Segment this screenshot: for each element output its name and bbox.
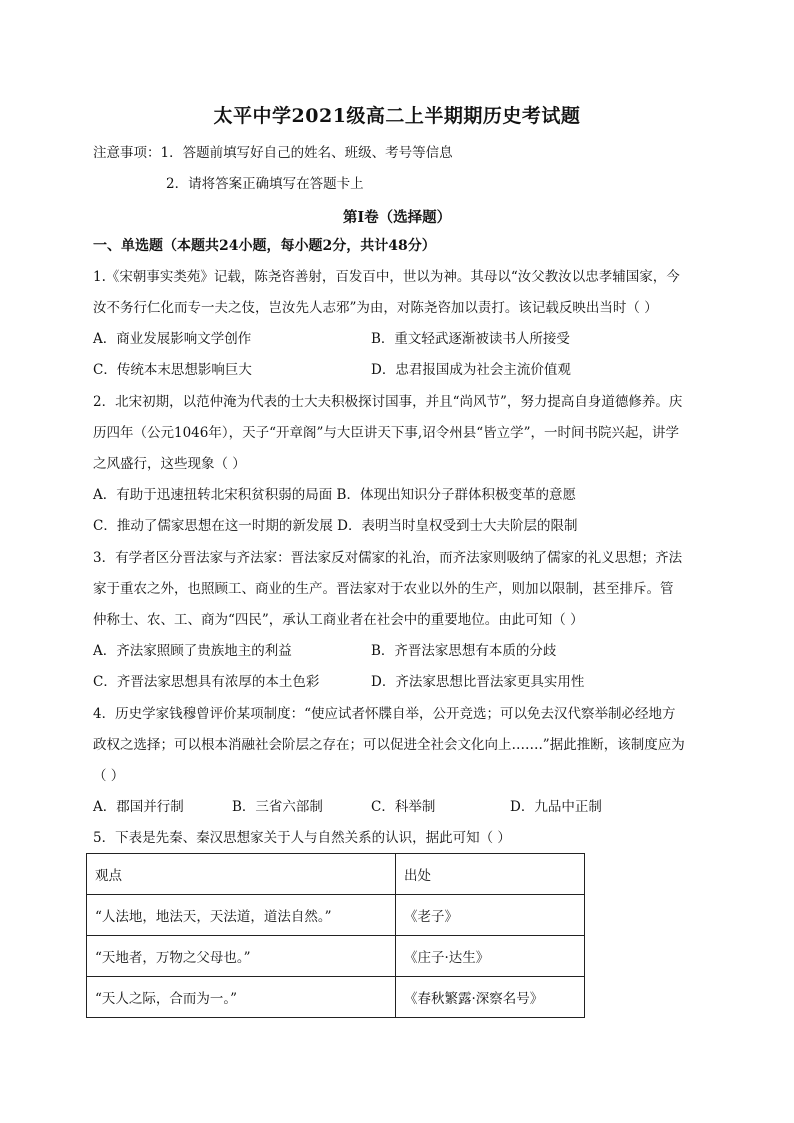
- q2-options-cd: C．推动了儒家思想在这一时期的新发展 D．表明当时皇权受到士大夫阶层的限制: [93, 518, 578, 534]
- table-header-cell: 观点: [87, 854, 396, 895]
- table-cell: 《春秋繁露·深察名号》: [396, 977, 585, 1018]
- q3-stem-line-3: 仲称士、农、工、商为“四民”，承认工商业者在社会中的重要地位。由此可知（ ）: [93, 612, 584, 628]
- q1-option-d: D．忠君报国成为社会主流价值观: [371, 362, 571, 378]
- table-header-cell: 出处: [396, 854, 585, 895]
- q3-option-b: B．齐晋法家思想有本质的分歧: [371, 643, 557, 659]
- table-cell: 《老子》: [396, 895, 585, 936]
- q4-option-d: D．九品中正制: [510, 799, 602, 815]
- notes-line-1: 注意事项：1．答题前填写好自己的姓名、班级、考号等信息: [93, 145, 453, 161]
- table-header-row: [87, 854, 585, 895]
- table-row: [87, 895, 585, 936]
- q2-stem-line-3: 之风盛行，这些现象（ ）: [93, 456, 246, 472]
- q1-option-c: C．传统本末思想影响巨大: [93, 362, 252, 378]
- section-title: 第Ⅰ卷（选择题）: [342, 209, 452, 226]
- exam-title: 太平中学2021级高二上半期期历史考试题: [213, 105, 581, 127]
- q4-option-c: C．科举制: [371, 799, 436, 815]
- table-cell: 《庄子·达生》: [396, 936, 585, 977]
- q4-option-a: A．郡国并行制: [93, 799, 184, 815]
- table-cell: “天地者，万物之父母也。”: [87, 936, 396, 977]
- notes-line-2: 2．请将答案正确填写在答题卡上: [166, 176, 364, 192]
- table-cell: “人法地，地法天，天法道，道法自然。”: [87, 895, 396, 936]
- q1-option-b: B．重文轻武逐渐被读书人所接受: [371, 331, 570, 347]
- q2-stem-line-2: 历四年（公元1046年），天子“开章阁”与大臣讲天下事,诏令州县“皆立学”，一时间书院兴起，讲学: [93, 425, 680, 441]
- q5-table: [86, 853, 585, 1018]
- q4-stem-line-3: （ ）: [93, 768, 125, 784]
- q2-options-ab: A．有助于迅速扭转北宋积贫积弱的局面 B．体现出知识分子群体积极变革的意愿: [93, 487, 576, 503]
- part-heading: 一、单选题（本题共24小题，每小题2分，共计48分）: [93, 238, 436, 254]
- q3-option-a: A．齐法家照顾了贵族地主的利益: [93, 643, 292, 659]
- q3-stem-line-1: 3．有学者区分晋法家与齐法家：晋法家反对儒家的礼治，而齐法家则吸纳了儒家的礼义思想；齐法: [93, 550, 683, 566]
- table-cell: “天人之际，合而为一。”: [87, 977, 396, 1018]
- table-row: [87, 936, 585, 977]
- q5-stem: 5．下表是先秦、秦汉思想家关于人与自然关系的认识，据此可知（ ）: [93, 830, 511, 846]
- q4-stem-line-2: 政权之选择；可以根本消融社会阶层之存在；可以促进全社会文化向上…….”据此推断，该制度应为: [93, 737, 685, 753]
- q4-stem-line-1: 4．历史学家钱穆曾评价某项制度：“使应试者怀牒自举，公开竞选；可以免去汉代察举制必经地方: [93, 706, 676, 722]
- table-row: [87, 977, 585, 1018]
- q3-option-c: C．齐晋法家思想具有浓厚的本土色彩: [93, 674, 320, 690]
- q1-stem-line-1: 1.《宋朝事实类苑》记载，陈尧咨善射，百发百中，世以为神。其母以“汝父教汝以忠孝辅国家，今: [93, 269, 680, 285]
- q3-stem-line-2: 家于重农之外，也照顾工、商业的生产。晋法家对于农业以外的生产，则加以限制，甚至排斥。管: [93, 581, 674, 597]
- q3-option-d: D．齐法家思想比晋法家更具实用性: [371, 674, 585, 690]
- q2-stem-line-1: 2．北宋初期，以范仲淹为代表的士大夫积极探讨国事，并且“尚风节”，努力提高自身道德修养。庆: [93, 394, 683, 410]
- q4-option-b: B．三省六部制: [232, 799, 323, 815]
- q1-stem-line-2: 汝不务行仁化而专一夫之伎，岂汝先人志邪”为由，对陈尧咨加以责打。该记载反映出当时（ ）: [93, 300, 658, 316]
- q1-option-a: A．商业发展影响文学创作: [93, 331, 252, 347]
